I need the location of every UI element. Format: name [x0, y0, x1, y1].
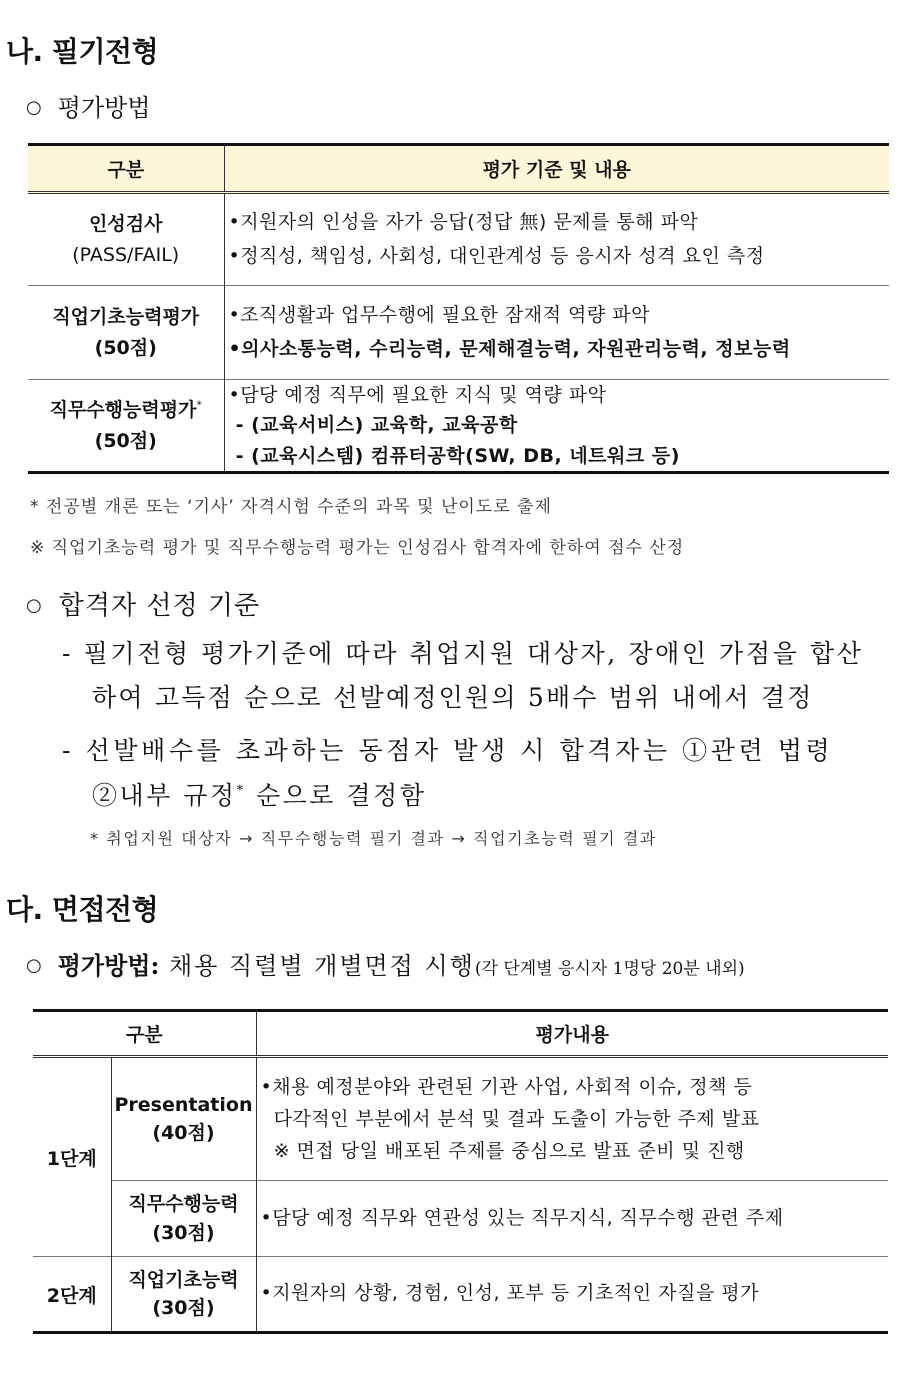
criteria-line: •지원자의 인성을 자가 응답(정답 無) 문제를 통해 파악	[228, 211, 699, 234]
criteria-line: - (교육서비스) 교육학, 교육공학	[228, 414, 518, 437]
content-line: 다각적인 부분에서 분석 및 결과 도출이 가능한 주제 발표	[260, 1107, 760, 1130]
sub-category-cell	[111, 1057, 256, 1181]
footnote-mark: *	[196, 398, 202, 412]
footnote-scoring: ※ 직업기초능력 평가 및 직무수행능력 평가는 인성검사 합격자에 한하여 점수 산정	[30, 538, 685, 558]
section-heading-written: 나. 필기전형	[6, 35, 159, 68]
circle-bullet-icon: ○	[26, 97, 42, 118]
sub-category-score: (30점)	[152, 1221, 215, 1244]
table-row	[33, 1057, 888, 1181]
criteria-line: •조직생활과 업무수행에 필요한 잠재적 역량 파악	[228, 304, 650, 327]
stage-cell: 1단계	[33, 1057, 111, 1257]
footnote-mark: *	[236, 783, 246, 799]
table-row	[33, 1257, 888, 1333]
sub-category-score: (40점)	[152, 1122, 215, 1144]
interview-method-paren: (각 단계별 응시자 1명당 20분 내외)	[474, 959, 745, 979]
criteria-item-1-line-1: - 필기전형 평가기준에 따라 취업지원 대상자, 장애인 가점을 합산	[62, 639, 864, 668]
sub-category-name: 직업기초능력	[128, 1268, 239, 1291]
section-heading-interview: 다. 면접전형	[6, 893, 159, 926]
sub-category-score: (30점)	[152, 1297, 215, 1319]
criteria-cell	[224, 380, 889, 473]
stage-cell: 2단계	[33, 1257, 111, 1333]
content-cell	[256, 1181, 888, 1257]
interview-table	[33, 1009, 888, 1334]
sub-category-name: Presentation	[114, 1093, 253, 1116]
content-line: •채용 예정분야와 관련된 기관 사업, 사회적 이슈, 정책 등	[260, 1075, 753, 1098]
footnote-subject: * 전공별 개론 또는 ‘기사’ 자격시험 수준의 과목 및 난이도로 출제	[30, 497, 552, 517]
content-line: •담당 예정 직무와 연관성 있는 직무지식, 직무수행 관련 주제	[260, 1206, 784, 1229]
criteria-item-2-line-1: - 선발배수를 초과하는 동점자 발생 시 합격자는 ①관련 법령	[62, 736, 834, 765]
table-header-category: 구분	[33, 1011, 256, 1057]
category-sub: (50점)	[94, 336, 157, 359]
category-title: 직무수행능력평가	[49, 399, 197, 422]
table-header-content: 평가내용	[256, 1011, 888, 1057]
interview-method-text: 채용 직렬별 개별면접 시행	[159, 952, 475, 980]
criteria-cell	[224, 286, 889, 380]
table-header-category: 구분	[28, 145, 224, 193]
category-cell	[28, 193, 224, 286]
criteria-cell	[224, 193, 889, 286]
content-line: ※ 면접 당일 배포된 주제를 중심으로 발표 준비 및 진행	[260, 1140, 745, 1163]
sub-category-name: 직무수행능력	[128, 1193, 239, 1215]
criteria-rule-text: ②내부 규정	[92, 781, 237, 810]
category-cell	[28, 380, 224, 473]
criteria-heading-line	[26, 585, 260, 622]
category-sub: (50점)	[94, 429, 157, 452]
criteria-item-1-line-2: 하여 고득점 순으로 선발예정인원의 5배수 범위 내에서 결정	[92, 683, 814, 712]
criteria-footnote: * 취업지원 대상자 → 직무수행능력 필기 결과 → 직업기초능력 필기 결과	[90, 829, 657, 848]
sub-category-cell	[111, 1181, 256, 1257]
criteria-line: •정직성, 책임성, 사회성, 대인관계성 등 응시자 성격 요인 측정	[228, 244, 765, 267]
content-line: •지원자의 상황, 경험, 인성, 포부 등 기초적인 자질을 평가	[260, 1282, 759, 1305]
sub-category-cell	[111, 1257, 256, 1333]
table-row	[28, 193, 889, 286]
table-row	[33, 1181, 888, 1257]
content-cell	[256, 1057, 888, 1181]
content-cell	[256, 1257, 888, 1333]
interview-method-line	[26, 946, 745, 981]
table-row	[28, 286, 889, 380]
criteria-label: 합격자 선정 기준	[58, 591, 261, 621]
category-title: 직업기초능력평가	[52, 306, 200, 329]
criteria-item-2-line-2	[92, 776, 426, 812]
interview-method-label: 평가방법:	[57, 951, 160, 980]
circle-bullet-icon: ○	[26, 595, 43, 616]
criteria-rule-text: 순으로 결정함	[245, 781, 427, 810]
category-cell	[28, 286, 224, 380]
circle-bullet-icon: ○	[26, 955, 42, 976]
method-label: 평가방법	[57, 94, 151, 122]
category-title: 인성검사	[89, 213, 163, 236]
table-header-criteria: 평가 기준 및 내용	[224, 145, 889, 193]
table-row	[28, 380, 889, 473]
criteria-line: •담당 예정 직무에 필요한 지식 및 역량 파악	[228, 384, 607, 406]
method-line	[26, 88, 150, 123]
written-exam-table	[28, 143, 889, 474]
category-sub: (PASS/FAIL)	[72, 243, 180, 266]
criteria-line: •의사소통능력, 수리능력, 문제해결능력, 자원관리능력, 정보능력	[228, 337, 791, 360]
criteria-line: - (교육시스템) 컴퓨터공학(SW, DB, 네트워크 등)	[228, 444, 680, 467]
